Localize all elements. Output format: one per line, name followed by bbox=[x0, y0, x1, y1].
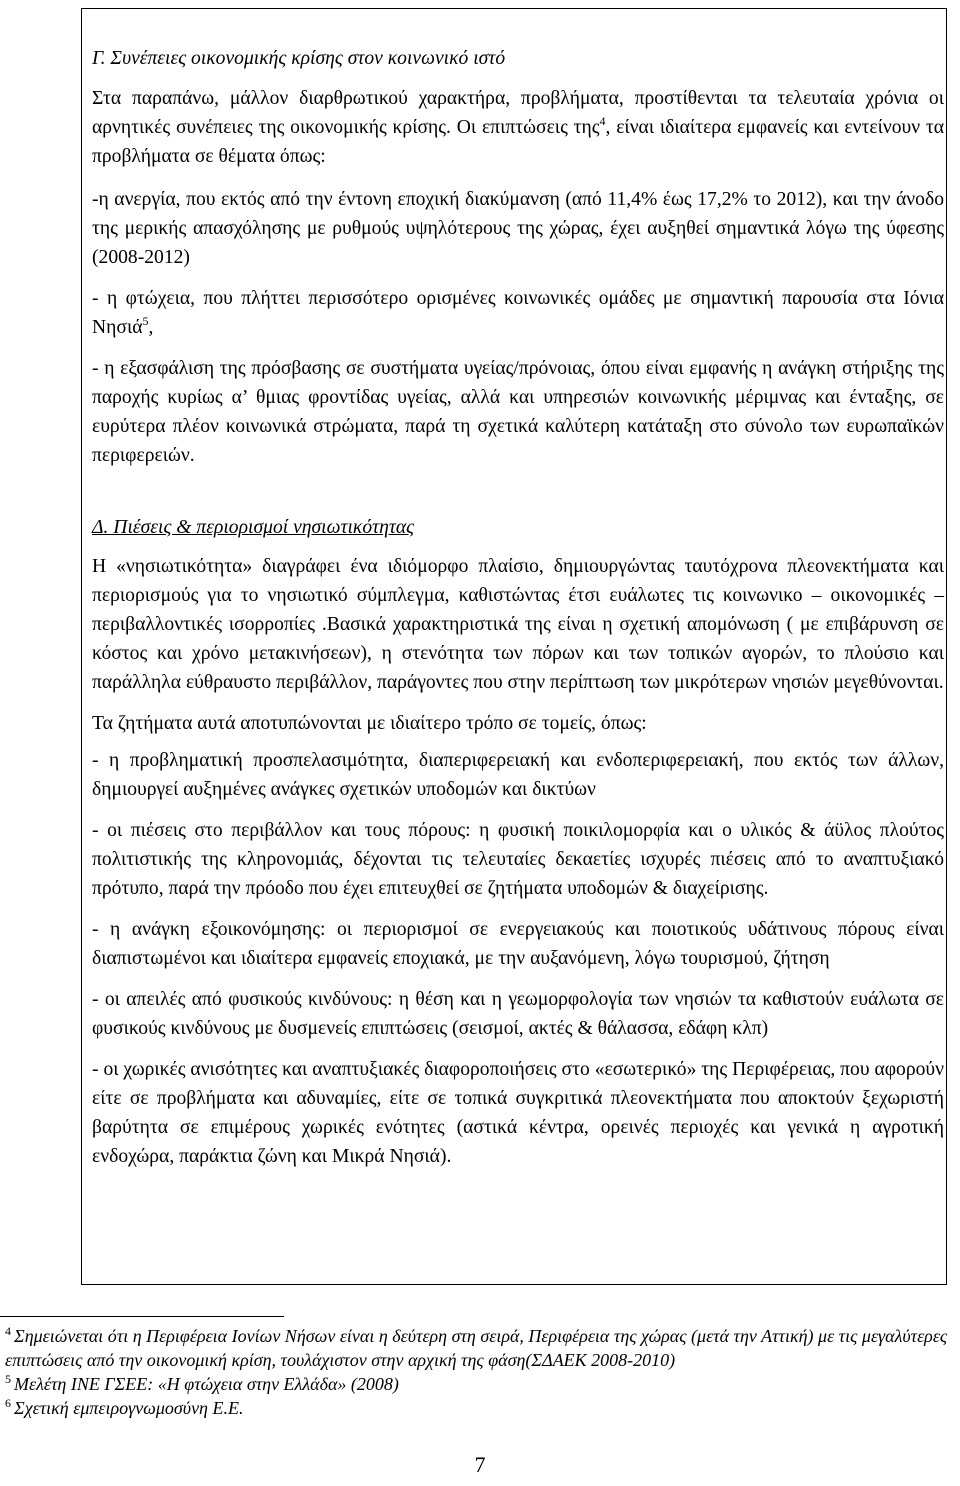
section-g-item-health: - η εξασφάλιση της πρόσβασης σε συστήματα υγείας/πρόνοιας, όπου είναι εμφανής η ανάγκη στήριξης της παροχής κυρίως α’ θμιας φροντίδας υγείας, αλλά και υπηρεσιών κοινωνικής μέριμνας και ένταξης, σε ευρύτερα πλέον κοινωνικά στρώματα, παρά τη σχετικά καλύτερη κατάταξη στο σύνολο των ευρωπαϊκών περιφερειών. bbox=[92, 358, 944, 466]
footnote-6 bbox=[5, 1396, 949, 1420]
footnote-5 bbox=[5, 1372, 949, 1396]
footnote-ref-4: 4 bbox=[599, 114, 606, 128]
section-gap bbox=[92, 482, 944, 513]
footnote-ref-5: 5 bbox=[142, 314, 149, 328]
intro-text-a: Στα παραπάνω, μάλλον διαρθρωτικού χαρακτήρα, προβλήματα, προστίθενται τα τελευταία χρόνια οι αρνητικές συνέπειες της οικονομικής κρίσης. Οι επιπτώσεις της bbox=[92, 88, 944, 138]
section-d-heading: Δ. Πιέσεις & περιορισμοί νησιωτικότητας bbox=[92, 517, 415, 538]
poverty-text: - η φτώχεια, που πλήττει περισσότερο ορισμένες κοινωνικές ομάδες με σημαντική παρουσία στα Ιόνια Νησιά bbox=[92, 288, 944, 338]
section-g-heading: Γ. Συνέπειες οικονομικής κρίσης στον κοινωνικό ιστό bbox=[92, 48, 506, 69]
footnote-text: Σημειώνεται ότι η Περιφέρεια Ιονίων Νήσων είναι η δεύτερη στη σειρά, Περιφέρεια της χώρας (μετά την Αττική) με τις μεγαλύτερες επιπτώσεις από την οικονομική κρίση, τουλάχιστον στην αρχική της φάση(ΣΔΑΕΚ 2008-2010) bbox=[5, 1326, 948, 1370]
intro-text-b: , είναι ιδιαίτερα εμφανείς και εντείνουν τα προβλήματα σε θέματα όπως: bbox=[92, 117, 944, 167]
footnote-divider bbox=[0, 1316, 284, 1317]
footnotes bbox=[5, 1324, 949, 1420]
section-d-bullet-spatial-inequalities: - οι χωρικές ανισότητες και αναπτυξιακές διαφοροποιήσεις στο «εσωτερικό» της Περιφέρειας, που αφορούν είτε σε προβλήματα και αδυναμίες, είτε σε τοπικά συγκριτικά πλεονεκτήματα που αποκτούν ξεχωριστή βαρύτητα σε επιμέρους χωρικές ενότητες (αστικά κέντρα, ορεινές περιοχές και γενικά η αγροτική ενδοχώρα, παράκτια ζώνη και Μικρά Νησιά). bbox=[92, 1059, 944, 1167]
footnote-4 bbox=[5, 1324, 949, 1372]
footnote-number: 4 bbox=[5, 1324, 11, 1338]
section-d-paragraph-1: Η «νησιωτικότητα» διαγράφει ένα ιδιόμορφο πλαίσιο, δημιουργώντας ταυτόχρονα πλεονεκτήματα και περιορισμούς για το νησιωτικό σύμπλεγμα, καθιστώντας έτσι ευάλωτες τις κοινωνικο – οικονομικές – περιβαλλοντικές ισορροπίες .Βασικά χαρακτηριστικά της είναι η σχετική απομόνωση ( με επιβάρυνση σε κόστος και χρόνο μετακινήσεων), η στενότητα των πόρων και των τοπικών αγορών, το πλούσιο και παράλληλα εύθραυστο περιβάλλον, παράγοντες που στην περίπτωση των μικρότερων νησιών μεγεθύνονται. bbox=[92, 556, 944, 693]
section-g-item-unemployment: -η ανεργία, που εκτός από την έντονη εποχική διακύμανση (από 11,4% έως 17,2% το 2012), και την άνοδο της μερικής απασχόλησης με ρυθμούς υψηλότερους της χώρας, έχει αυξηθεί σημαντικά λόγω της ύφεσης (2008-2012) bbox=[92, 189, 944, 268]
footnote-text: Σχετική εμπειρογνωμοσύνη Ε.Ε. bbox=[14, 1398, 244, 1418]
section-d-bullet-environment: - οι πιέσεις στο περιβάλλον και τους πόρους: η φυσική ποικιλομορφία και ο υλικός & άϋλος πλούτος πολιτιστικής της κληρονομιάς, δέχονται τις τελευταίες δεκαετίες ισχυρές πιέσεις από το αναπτυξιακό πρότυπο, παρά την πρόοδο που έχει επιτευχθεί σε ζητήματα υποδομών & διαχείρισης. bbox=[92, 820, 944, 899]
poverty-text-end: , bbox=[148, 317, 154, 338]
section-g-intro bbox=[92, 84, 944, 171]
section-d-paragraph-2: Τα ζητήματα αυτά αποτυπώνονται με ιδιαίτερο τρόπο σε τομείς, όπως: bbox=[92, 713, 647, 734]
footnote-number: 6 bbox=[5, 1396, 11, 1410]
footnote-number: 5 bbox=[5, 1372, 11, 1386]
page-number: 7 bbox=[474, 1452, 486, 1477]
main-content bbox=[92, 44, 944, 1183]
section-g-item-poverty bbox=[92, 284, 944, 342]
footnote-text: Μελέτη ΙΝΕ ΓΣΕΕ: «Η φτώχεια στην Ελλάδα» (2008) bbox=[14, 1374, 399, 1394]
section-d-bullet-accessibility: - η προβληματική προσπελασιμότητα, διαπεριφερειακή και ενδοπεριφερειακή, που εκτός των άλλων, δημιουργεί αυξημένες ανάγκες σχετικών υποδομών και δικτύων bbox=[92, 750, 944, 800]
section-d-bullet-conservation: - η ανάγκη εξοικονόμησης: οι περιορισμοί σε ενεργειακούς και ποιοτικούς υδάτινους πόρους είναι διαπιστωμένοι και ιδιαίτερα εμφανείς εποχιακά, με την αυξανόμενη, λόγω τουρισμού, ζήτηση bbox=[92, 919, 944, 969]
section-d-bullet-natural-hazards: - οι απειλές από φυσικούς κινδύνους: η θέση και η γεωμορφολογία των νησιών τα καθιστούν ευάλωτα σε φυσικούς κινδύνους με δυσμενείς επιπτώσεις (σεισμοί, ακτές & θάλασσα, εδάφη κλπ) bbox=[92, 989, 944, 1039]
